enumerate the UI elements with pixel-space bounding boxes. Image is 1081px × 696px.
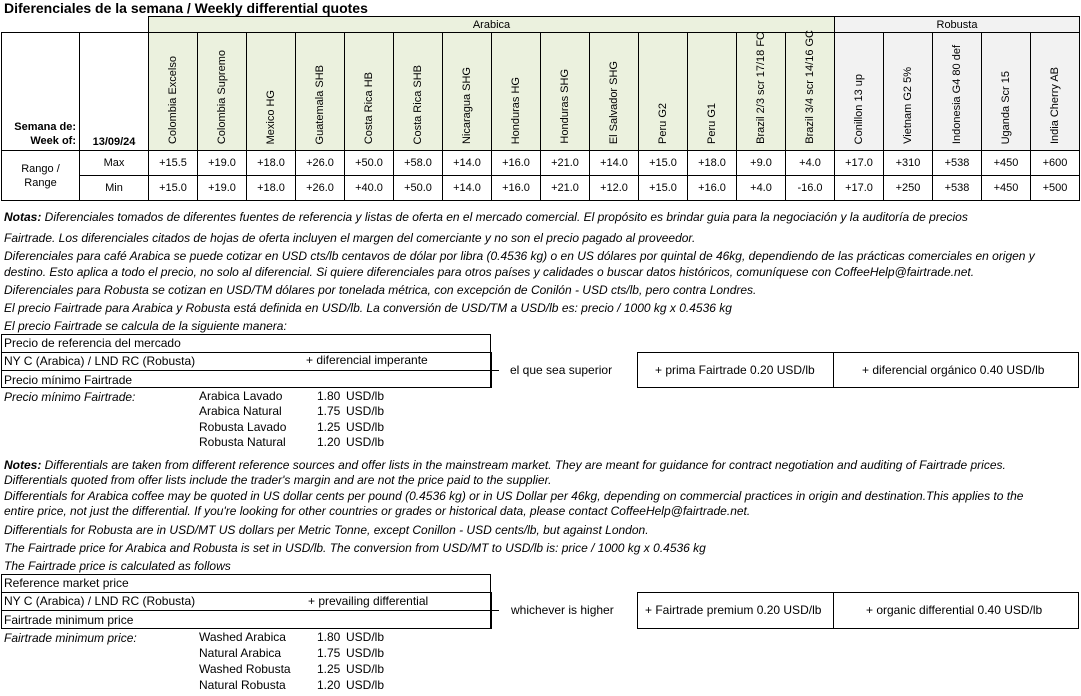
column-header bbox=[541, 33, 590, 151]
max-value: +15.0 bbox=[639, 151, 688, 176]
column-header-label: Costa Rica HB bbox=[363, 71, 375, 144]
min-price-name: Arabica Natural bbox=[199, 404, 282, 419]
page-title: Diferenciales de la semana / Weekly differential quotes bbox=[4, 0, 368, 16]
min-value: +26.0 bbox=[296, 176, 345, 201]
min-value: +19.0 bbox=[198, 176, 247, 201]
column-header bbox=[590, 33, 639, 151]
min-value: +18.0 bbox=[247, 176, 296, 201]
en-formula-divider1 bbox=[1, 592, 491, 593]
min-price-name: Robusta Natural bbox=[199, 434, 286, 449]
notes-es-text1: Diferenciales tomados de diferentes fuentes de referencia y listas de oferta en el mercado comercial. El propósito es brindar guia para la negociación y la auditoría de precios bbox=[41, 210, 968, 224]
column-header-label: Colombia Supremo bbox=[216, 49, 228, 144]
min-price-name: Natural Robusta bbox=[199, 678, 286, 692]
min-price-value: 1.80 bbox=[317, 630, 341, 644]
notes-en-line7: The Fairtrade price is calculated as follows bbox=[4, 559, 231, 573]
min-price-unit: USD/lb bbox=[346, 404, 385, 419]
column-header-label: Nicaragua SHG bbox=[461, 66, 473, 144]
week-label bbox=[2, 33, 80, 151]
max-value: +50.0 bbox=[345, 151, 394, 176]
max-value: +17.0 bbox=[835, 151, 884, 176]
column-header-label: India Cherry AB bbox=[1049, 66, 1061, 144]
min-price-name: Washed Robusta bbox=[199, 662, 291, 676]
notes-es-line7: El precio Fairtrade se calcula de la siguiente manera: bbox=[4, 319, 287, 333]
column-header bbox=[345, 33, 394, 151]
range-label-es: Rango / bbox=[21, 162, 60, 175]
min-price-unit: USD/lb bbox=[346, 646, 385, 660]
notes-en-text1: Differentials are taken from different reference sources and offer lists in the mainstream market. They are meant for guidance for contract negotiation and auditing of Fairtrade prices. bbox=[41, 458, 1006, 472]
notes-en-label: Notes: bbox=[4, 458, 42, 472]
en-organic: + organic differential 0.40 USD/lb bbox=[866, 603, 1043, 617]
max-value: +450 bbox=[982, 151, 1031, 176]
notes-en-line5: Differentials for Robusta are in USD/MT US dollars per Metric Tonne, except Conillon - USD cents/lb, but against London. bbox=[4, 523, 649, 537]
differentials-table bbox=[1, 16, 1080, 201]
es-prevailing-diff: + diferencial imperante bbox=[306, 353, 428, 367]
max-value: +18.0 bbox=[688, 151, 737, 176]
en-prevailing-diff: + prevailing differential bbox=[308, 594, 429, 608]
en-mp-label: Fairtrade minimum price: bbox=[4, 631, 137, 645]
column-header-label: Peru G2 bbox=[657, 103, 669, 144]
notes-en-line6: The Fairtrade price for Arabica and Robusta is set in USD/lb. The conversion from USD/MT to USD/lb is: price / 1000 kg x 0.4536 kg bbox=[4, 541, 706, 555]
notes-en-line1 bbox=[4, 457, 1006, 473]
min-price-name: Robusta Lavado bbox=[199, 419, 287, 434]
max-value: +538 bbox=[933, 151, 982, 176]
min-value: +40.0 bbox=[345, 176, 394, 201]
column-header-label: Uganda Scr 15 bbox=[1000, 70, 1012, 144]
min-value: +15.0 bbox=[639, 176, 688, 201]
column-header bbox=[394, 33, 443, 151]
column-header bbox=[884, 33, 933, 151]
column-header-label: Vietnam G2 5% bbox=[902, 67, 914, 144]
en-premium: + Fairtrade premium 0.20 USD/lb bbox=[645, 603, 822, 617]
column-header-label: Conillon 13 up bbox=[853, 73, 865, 144]
es-formula-divider2 bbox=[1, 370, 491, 371]
max-value: +4.0 bbox=[786, 151, 835, 176]
min-value: -16.0 bbox=[786, 176, 835, 201]
column-header-label: Brazil 3/4 scr 14/16 GC bbox=[804, 30, 816, 144]
week-label-es: Semana de: bbox=[14, 121, 76, 133]
es-formula-brace-tick bbox=[491, 370, 499, 371]
column-header bbox=[492, 33, 541, 151]
column-header bbox=[247, 33, 296, 151]
min-value: +16.0 bbox=[492, 176, 541, 201]
column-header bbox=[786, 30, 835, 151]
column-header-label: Honduras SHG bbox=[559, 69, 571, 144]
column-header bbox=[737, 33, 786, 151]
min-price-value: 1.75 bbox=[317, 646, 341, 660]
min-value: +50.0 bbox=[394, 176, 443, 201]
column-header-label: Brazil 2/3 scr 17/18 FC bbox=[755, 32, 767, 144]
column-header bbox=[933, 33, 982, 151]
en-formula-divider2 bbox=[1, 610, 491, 611]
min-value: +250 bbox=[884, 176, 933, 201]
column-header-label: Mexico HG bbox=[265, 89, 277, 144]
column-header-label: El Salvador SHG bbox=[608, 60, 620, 144]
column-header-label: Peru G1 bbox=[706, 103, 718, 144]
min-price-value: 1.20 bbox=[317, 678, 341, 692]
min-price-unit: USD/lb bbox=[346, 630, 385, 644]
es-mp-label: Precio mínimo Fairtrade: bbox=[4, 390, 136, 404]
en-min-price: Fairtrade minimum price bbox=[4, 613, 134, 627]
notes-es-line5: Diferenciales para Robusta se cotizan en USD/TM dólares por tonelada métrica, con excepción de Conilón - USD cts/lb, pero contra Londres. bbox=[4, 283, 757, 297]
notes-es-line2: Fairtrade. Los diferenciales citados de hojas de oferta incluyen el margen del comerciante y no son el precio pagado al proveedor. bbox=[4, 231, 696, 245]
min-price-unit: USD/lb bbox=[346, 662, 385, 676]
min-price-value: 1.25 bbox=[317, 662, 341, 676]
max-value: +14.0 bbox=[443, 151, 492, 176]
corner-cell bbox=[2, 17, 149, 33]
column-header-label: Colombia Excelso bbox=[167, 55, 179, 144]
notes-es-line3: Diferenciales para café Arabica se puede cotizar en USD cts/lb centavos de dólar por libra (0.4536 kg) o en US dólares por quintal de 46kg, dependiendo de las prácticas comerciales en origen y bbox=[4, 249, 1035, 263]
es-ref-price: Precio de referencia del mercado bbox=[4, 336, 181, 350]
column-header-label: Guatemala SHB bbox=[314, 64, 326, 144]
min-price-unit: USD/lb bbox=[346, 678, 385, 692]
column-header bbox=[149, 33, 198, 151]
notes-es-line4: destino. Esto aplica a todo el precio, no solo al diferencial. Si quiere diferenciales para otros países y calidades o buscar datos históricos, comuníquese con CoffeeHelp@fairtrade.net. bbox=[4, 265, 975, 279]
min-price-value: 1.20 bbox=[317, 434, 341, 449]
min-price-value: 1.75 bbox=[317, 404, 341, 419]
min-price-unit: USD/lb bbox=[346, 389, 385, 403]
group-robusta: Robusta bbox=[835, 17, 1080, 33]
column-header-label: Honduras HG bbox=[510, 76, 522, 144]
notes-en-line2: Differentials quoted from offer lists include the trader's margin and are not the price paid to the supplier. bbox=[4, 473, 552, 487]
min-value: +4.0 bbox=[737, 176, 786, 201]
max-value: +58.0 bbox=[394, 151, 443, 176]
column-header bbox=[443, 33, 492, 151]
min-value: +21.0 bbox=[541, 176, 590, 201]
notes-en-line3: Differentials for Arabica coffee may be quoted in US dollar cents per pound (0.4536 kg) or in US Dollar per 46kg, depending on commercial practices in origin and destination.This applies to the bbox=[4, 489, 1024, 503]
group-arabica: Arabica bbox=[149, 17, 835, 33]
notes-es-line1 bbox=[4, 209, 968, 225]
week-date: 13/09/24 bbox=[80, 33, 149, 151]
min-value: +15.0 bbox=[149, 176, 198, 201]
min-price-value: 1.25 bbox=[317, 419, 341, 434]
column-header-label: Indonesia G4 80 def bbox=[951, 44, 963, 144]
column-header bbox=[1031, 33, 1080, 151]
column-header bbox=[835, 33, 884, 151]
es-organic: + diferencial orgánico 0.40 USD/lb bbox=[862, 363, 1045, 377]
notes-en-line4: entire price, not just the differential. If you're looking for other countries or grades or historical data, please contact CoffeeHelp@fairtrade.net. bbox=[4, 504, 751, 518]
es-premium: + prima Fairtrade 0.20 USD/lb bbox=[655, 363, 815, 377]
min-price-unit: USD/lb bbox=[346, 434, 385, 449]
max-value: +26.0 bbox=[296, 151, 345, 176]
column-header bbox=[198, 33, 247, 151]
min-value: +14.0 bbox=[443, 176, 492, 201]
max-value: +14.0 bbox=[590, 151, 639, 176]
min-price-name: Natural Arabica bbox=[199, 646, 282, 660]
column-header bbox=[982, 33, 1031, 151]
min-value: +450 bbox=[982, 176, 1031, 201]
max-value: +21.0 bbox=[541, 151, 590, 176]
max-value: +9.0 bbox=[737, 151, 786, 176]
column-header bbox=[688, 33, 737, 151]
min-label: Min bbox=[80, 176, 149, 201]
es-min-price: Precio mínimo Fairtrade bbox=[4, 373, 133, 387]
en-whichever-higher: whichever is higher bbox=[511, 603, 614, 617]
max-value: +16.0 bbox=[492, 151, 541, 176]
es-whichever-higher: el que sea superior bbox=[510, 363, 613, 377]
max-value: +19.0 bbox=[198, 151, 247, 176]
column-header-label: Costa Rica SHB bbox=[412, 64, 424, 144]
column-header bbox=[296, 33, 345, 151]
range-label-en: Range bbox=[24, 176, 57, 189]
max-value: +15.5 bbox=[149, 151, 198, 176]
max-value: +310 bbox=[884, 151, 933, 176]
min-price-name: Arabica Lavado bbox=[199, 389, 283, 403]
max-label: Max bbox=[80, 151, 149, 176]
min-value: +500 bbox=[1031, 176, 1080, 201]
week-label-en: Week of: bbox=[30, 135, 76, 147]
notes-es-line6: El precio Fairtrade para Arabica y Robusta está definida en USD/lb. La conversión de USD/TM a USD/lb es: precio / 1000 kg x 0.4536 kg bbox=[4, 301, 732, 315]
es-ny-lnd: NY C (Arabica) / LND RC (Robusta) bbox=[4, 354, 196, 368]
column-header bbox=[639, 33, 688, 151]
min-price-value: 1.80 bbox=[317, 389, 341, 403]
range-label bbox=[2, 151, 80, 201]
max-value: +600 bbox=[1031, 151, 1080, 176]
max-value: +18.0 bbox=[247, 151, 296, 176]
min-value: +12.0 bbox=[590, 176, 639, 201]
en-ny-lnd: NY C (Arabica) / LND RC (Robusta) bbox=[4, 594, 196, 608]
min-price-name: Washed Arabica bbox=[199, 630, 286, 644]
min-value: +16.0 bbox=[688, 176, 737, 201]
notes-es-label: Notas: bbox=[4, 210, 42, 224]
en-formula-brace-tick bbox=[491, 610, 499, 611]
min-value: +538 bbox=[933, 176, 982, 201]
en-ref-price: Reference market price bbox=[4, 576, 129, 590]
min-value: +17.0 bbox=[835, 176, 884, 201]
min-price-unit: USD/lb bbox=[346, 419, 385, 434]
